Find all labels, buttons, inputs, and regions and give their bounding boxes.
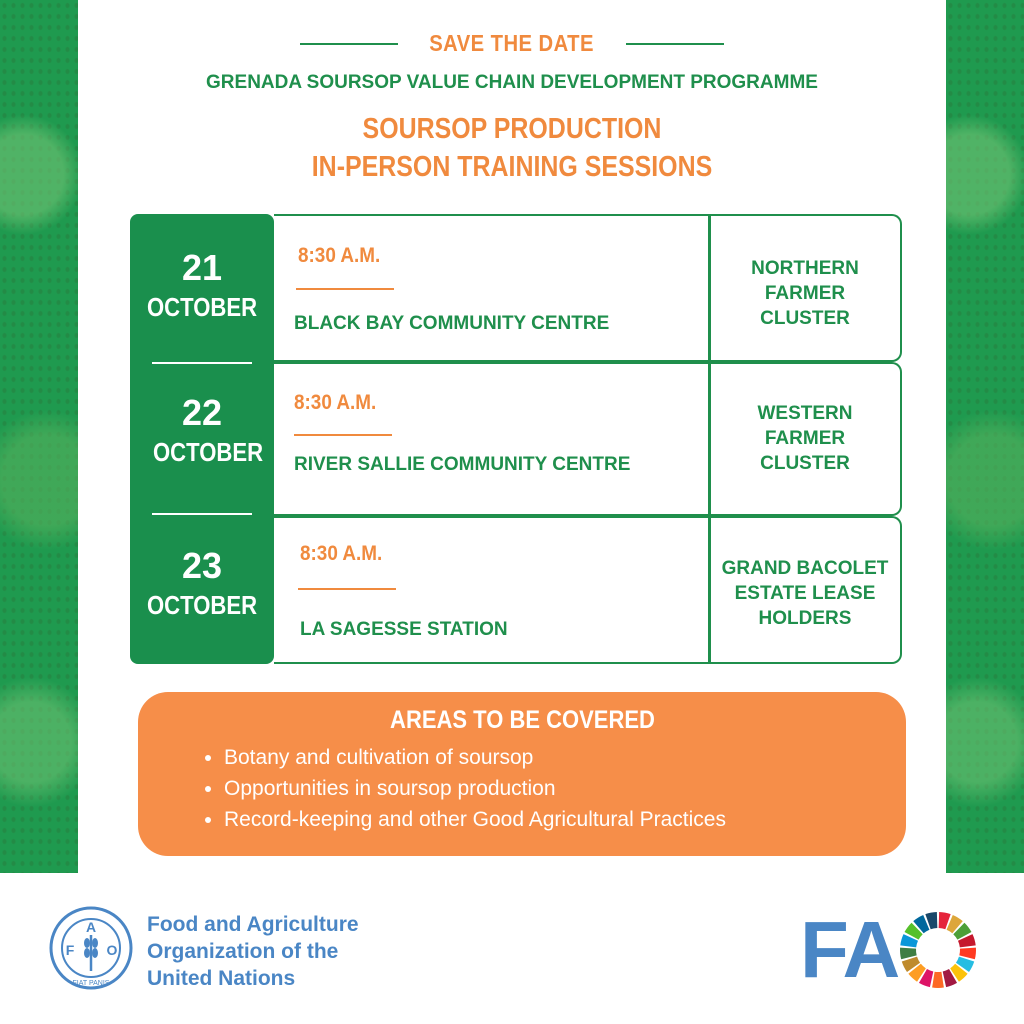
session-row [274, 214, 902, 362]
time-underline [296, 288, 394, 290]
svg-text:F: F [65, 942, 75, 958]
date-day: 22 [181, 392, 223, 433]
cluster-line: CLUSTER [760, 308, 850, 329]
cluster-line: GRAND BACOLET [721, 558, 889, 579]
fao-logo-letters: FA [800, 905, 899, 994]
cluster-line: FARMER [764, 283, 846, 304]
svg-text:A: A [85, 919, 97, 935]
cluster-line: ESTATE LEASE [734, 583, 876, 604]
session-date [130, 544, 274, 622]
session-cluster [710, 256, 900, 331]
cluster-line: HOLDERS [758, 608, 852, 629]
date-month: OCTOBER [146, 292, 258, 322]
event-heading [78, 110, 946, 186]
decorative-line-right [626, 43, 724, 45]
session-date [130, 391, 274, 469]
svg-text:FIAT PANIS: FIAT PANIS [72, 980, 110, 987]
cluster-line: WESTERN [757, 403, 853, 424]
areas-list [200, 742, 726, 835]
decorative-line-left [300, 43, 398, 45]
background-soursop-left [0, 0, 78, 873]
session-time: 8:30 A.M. [298, 244, 381, 267]
background-soursop-right [946, 0, 1024, 873]
session-cluster [710, 556, 900, 631]
sdg-wheel-segment [959, 948, 976, 960]
session-date [130, 246, 274, 324]
cluster-line: NORTHERN [751, 258, 859, 279]
save-the-date-row [78, 30, 946, 57]
list-item: • Botany and cultivation of soursop [224, 742, 726, 773]
org-name-line: Organization of the [147, 940, 339, 963]
organization-name [147, 911, 387, 992]
programme-title: GRENADA SOURSOP VALUE CHAIN DEVELOPMENT PROGRAMME [206, 72, 818, 93]
session-venue: RIVER SALLIE COMMUNITY CENTRE [294, 454, 631, 475]
time-underline [294, 434, 392, 436]
areas-covered-title: AREAS TO BE COVERED [389, 706, 655, 734]
event-heading-line1: SOURSOP PRODUCTION [362, 113, 662, 145]
org-name-line: United Nations [147, 967, 296, 990]
date-separator [152, 362, 252, 364]
svg-text:O: O [106, 942, 118, 958]
fao-logo [800, 907, 980, 993]
date-separator [152, 513, 252, 515]
date-month: OCTOBER [146, 590, 258, 620]
list-item: • Opportunities in soursop production [224, 773, 726, 804]
footer [0, 873, 1024, 1024]
time-underline [298, 588, 396, 590]
sdg-wheel-icon [898, 910, 978, 990]
session-row [274, 362, 902, 516]
cluster-line: CLUSTER [760, 453, 850, 474]
date-month: OCTOBER [152, 437, 264, 467]
session-time: 8:30 A.M. [294, 391, 377, 414]
sdg-wheel-segment [900, 948, 917, 960]
session-venue: LA SAGESSE STATION [300, 619, 508, 640]
sdg-wheel-segment [932, 972, 944, 988]
event-heading-line2: IN-PERSON TRAINING SESSIONS [311, 151, 713, 183]
session-cluster [710, 401, 900, 476]
session-schedule [130, 214, 902, 664]
session-row [274, 516, 902, 664]
list-item: • Record-keeping and other Good Agricultural Practices [224, 804, 726, 835]
areas-covered-box [138, 692, 906, 856]
save-the-date-label: SAVE THE DATE [429, 30, 595, 56]
fao-emblem-icon [48, 905, 134, 991]
date-day: 23 [181, 545, 223, 586]
org-name-line: Food and Agriculture [147, 913, 359, 936]
date-day: 21 [181, 247, 223, 288]
date-column [130, 214, 274, 664]
session-time: 8:30 A.M. [300, 542, 383, 565]
cluster-line: FARMER [764, 428, 846, 449]
session-venue: BLACK BAY COMMUNITY CENTRE [294, 313, 610, 334]
